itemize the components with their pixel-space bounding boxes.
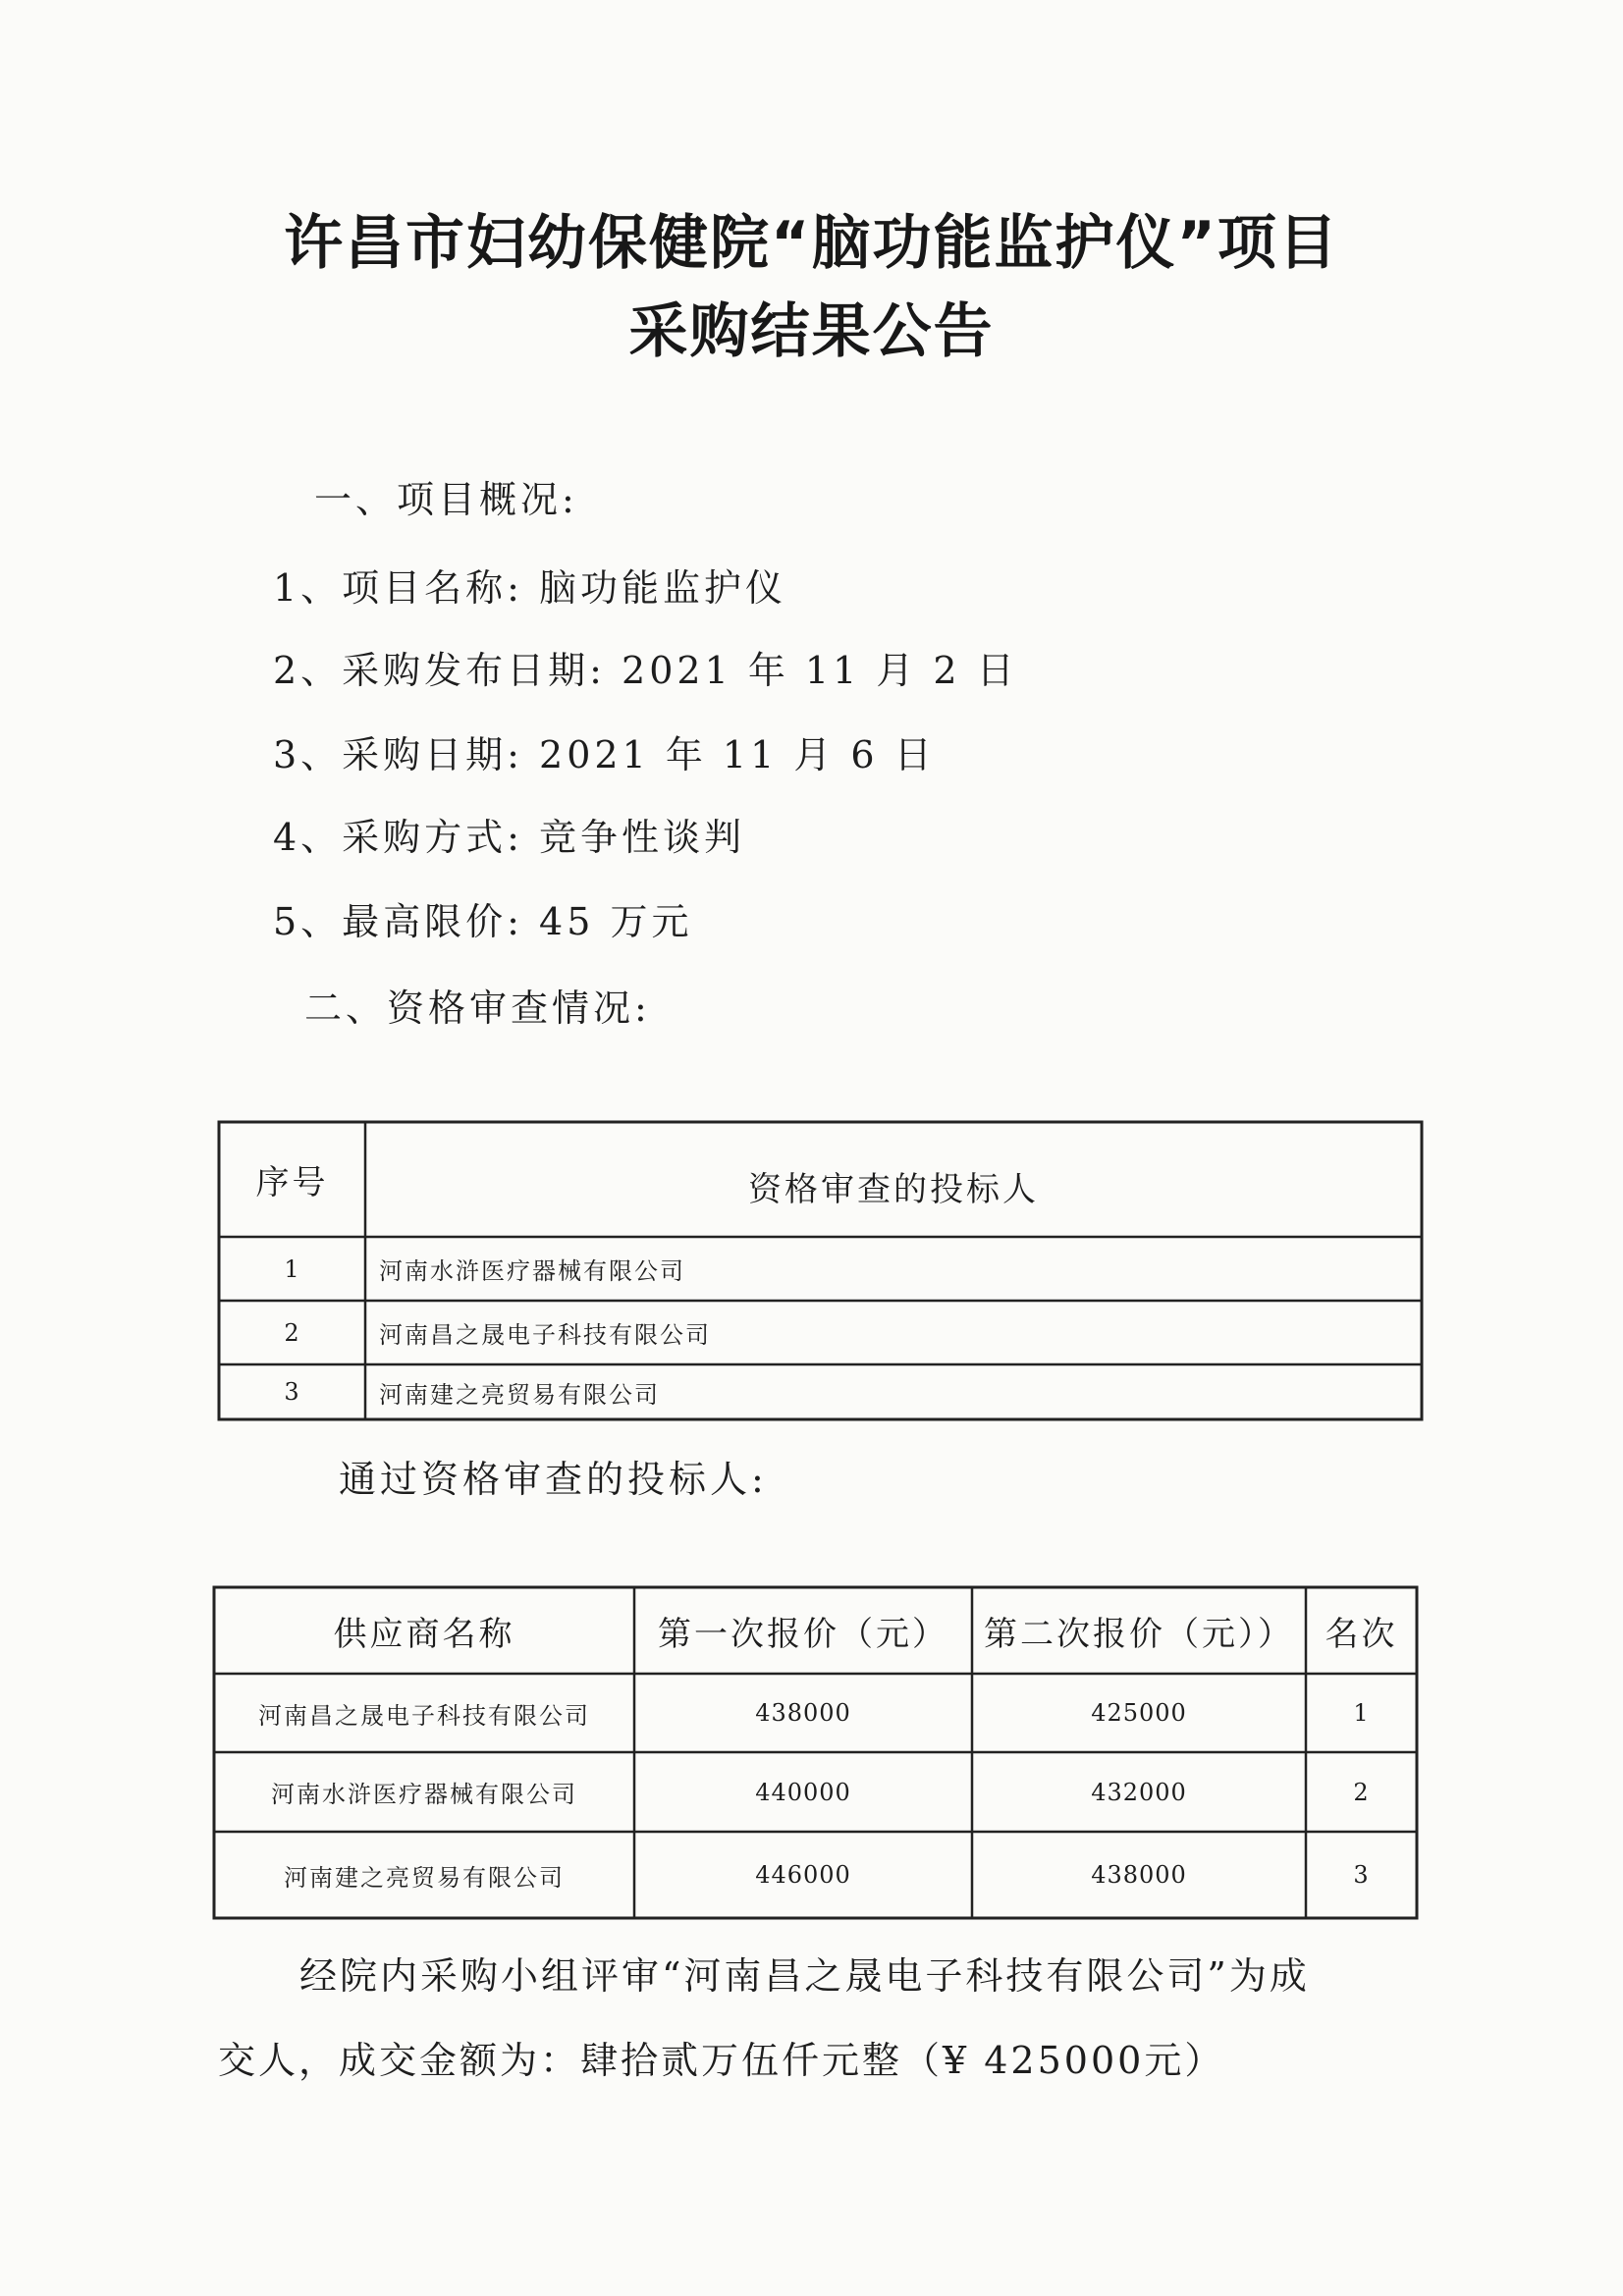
table-row-1-index: 1 [284, 1255, 300, 1283]
project-name-line: 1、项目名称: 脑功能监护仪 [273, 566, 787, 610]
table-row-1-supplier: 河南昌之晟电子科技有限公司 [258, 1701, 590, 1730]
table-header-supplier: 供应商名称 [333, 1614, 515, 1654]
table-row-3-second-quote: 438000 [1091, 1861, 1187, 1889]
publish-date-line: 2、采购发布日期: 2021 年 11 月 2 日 [273, 649, 1018, 692]
table-header-second-quote: 第二次报价（元）） [984, 1614, 1294, 1654]
table-row-3-first-quote: 446000 [755, 1861, 851, 1889]
table-row-2-first-quote: 440000 [755, 1778, 851, 1806]
passed-bidders-heading: 通过资格审查的投标人: [339, 1458, 768, 1501]
table-row-1-bidder: 河南水浒医疗器械有限公司 [379, 1257, 685, 1285]
table-header-first-quote: 第一次报价（元） [658, 1614, 948, 1654]
table-row-2-second-quote: 432000 [1091, 1778, 1187, 1806]
document-title: 许昌市妇幼保健院“脑功能监护仪”项目 [284, 209, 1339, 278]
table-row-1-second-quote: 425000 [1091, 1699, 1187, 1727]
section-2-heading: 二、资格审查情况: [304, 987, 651, 1030]
procurement-date-line: 3、采购日期: 2021 年 11 月 6 日 [273, 733, 936, 776]
procurement-method-line: 4、采购方式: 竞争性谈判 [273, 816, 746, 859]
section-1-heading: 一、项目概况: [314, 478, 578, 521]
document-subtitle: 采购结果公告 [628, 297, 995, 366]
table-row-3-bidder: 河南建之亮贸易有限公司 [379, 1380, 660, 1409]
table-header-index: 序号 [255, 1163, 329, 1202]
max-price-line: 5、最高限价: 45 万元 [273, 900, 693, 943]
table-row-3-index: 3 [284, 1378, 300, 1406]
table-row-3-supplier: 河南建之亮贸易有限公司 [284, 1863, 565, 1892]
table-row-2-rank: 2 [1353, 1778, 1370, 1806]
table-row-2-supplier: 河南水浒医疗器械有限公司 [271, 1781, 577, 1808]
table-row-1-rank: 1 [1353, 1699, 1370, 1727]
table-row-3-rank: 3 [1353, 1861, 1370, 1889]
table-row-1-first-quote: 438000 [755, 1699, 851, 1727]
conclusion-line-1: 经院内采购小组评审“河南昌之晟电子科技有限公司”为成 [299, 1954, 1310, 1998]
table-header-rank: 名次 [1325, 1614, 1398, 1654]
conclusion-line-2: 交人，成交金额为：肆拾贰万伍仟元整（¥ 425000元） [218, 2039, 1225, 2082]
table-header-bidder: 资格审查的投标人 [748, 1170, 1039, 1209]
table-row-2-index: 2 [284, 1318, 300, 1347]
table-row-2-bidder: 河南昌之晟电子科技有限公司 [379, 1321, 711, 1349]
